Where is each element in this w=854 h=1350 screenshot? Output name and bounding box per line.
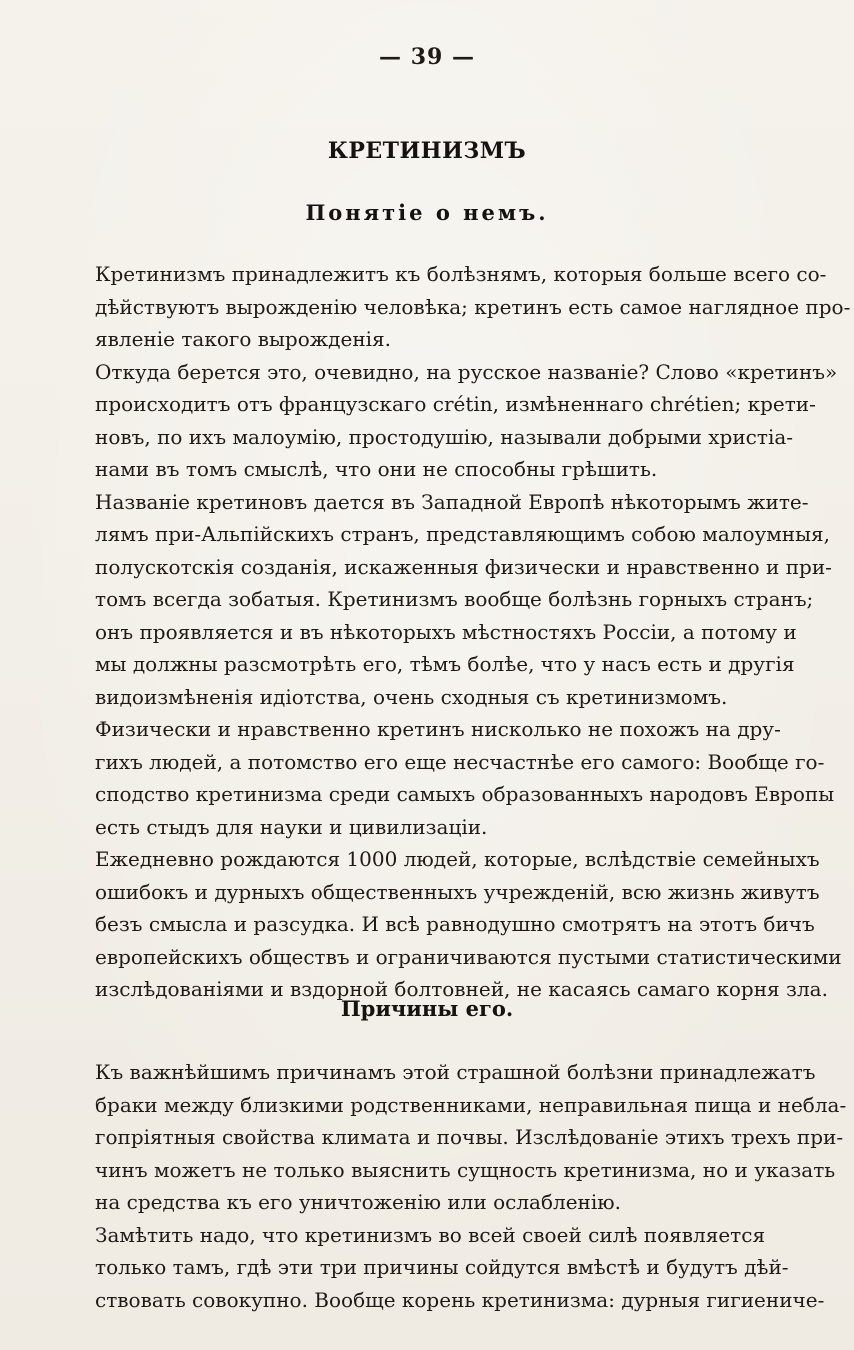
text-line: мы должны разсмотрѣть его, тѣмъ болѣе, что у насъ есть и другія [95,652,795,676]
text-line: онъ проявляется и въ нѣкоторыхъ мѣстностяхъ Россіи, а потому и [95,619,797,644]
section-causes-text [95,1056,847,1316]
section-concept-text [95,258,851,1006]
page-number: — 39 — [379,44,475,70]
text-line: только тамъ, гдѣ эти три причины сойдутся вмѣстѣ и будутъ дѣй- [95,1255,789,1279]
section-heading-causes: Причины его. [340,996,514,1021]
text-line: европейскихъ обществъ и ограничиваются пустыми статистическими [95,944,842,969]
text-line: Названіе кретиновъ дается въ Западной Европѣ нѣкоторымъ жите- [95,489,809,514]
text-line: сподство кретинизма среди самыхъ образованныхъ народовъ Европы [95,782,835,806]
text-line: Кретинизмъ принадлежитъ къ болѣзнямъ, которыя больше всего со- [95,262,827,286]
text-line: новъ, по ихъ малоумію, простодушію, называли добрыми христіа- [95,424,794,449]
text-line: браки между близкими родственниками, неправильная пища и небла- [95,1092,847,1117]
text-line: гопріятныя свойства климата и почвы. Изслѣдованіе этихъ трехъ при- [95,1125,844,1149]
text-line: дѣйствуютъ вырожденію человѣка; кретинъ есть самое наглядное про- [95,294,851,319]
text-line: Ежедневно рождаются 1000 людей, которые, вслѣдствіе семейныхъ [95,847,820,871]
text-line: на средства къ его уничтоженію или ослабленію. [95,1190,622,1214]
text-line: изслѣдованіями и вздорной болтовней, не касаясь самаго корня зла. [95,977,828,1001]
text-line: Къ важнѣйшимъ причинамъ этой страшной болѣзни принадлежатъ [95,1060,816,1084]
text-line: чинъ можетъ не только выяснить сущность кретинизма, но и указать [95,1157,836,1182]
text-line: безъ смысла и разсудка. И всѣ равнодушно смотрятъ на этотъ бичъ [95,912,815,936]
text-line: ствовать совокупно. Вообще корень кретинизма: дурныя гигиениче- [95,1287,825,1312]
text-line: ошибокъ и дурныхъ общественныхъ учрежденій, всю жизнь живутъ [95,879,820,904]
section-heading-concept: Понятіе о немъ. [305,200,549,225]
text-line: томъ всегда зобатыя. Кретинизмъ вообще болѣзнь горныхъ странъ; [95,587,814,611]
text-line: Физически и нравственно кретинъ нисколько не похожъ на дру- [95,717,781,741]
text-line: есть стыдъ для науки и цивилизаціи. [95,814,488,839]
text-line: явленіе такого вырожденія. [95,327,392,351]
text-line: видоизмѣненія идіотства, очень сходныя съ кретинизмомъ. [95,684,728,709]
text-line: полускотскія созданія, искаженныя физически и нравственно и при- [95,554,832,579]
text-line: гихъ людей, а потомство его еще несчастнѣе его самого: Вообще го- [95,749,825,774]
text-line: нами въ томъ смыслѣ, что они не способны грѣшить. [95,457,658,481]
text-line: Замѣтить надо, что кретинизмъ во всей своей силѣ появляется [95,1222,766,1247]
page-title: КРЕТИНИЗМЪ [327,138,527,164]
text-line: происходитъ отъ французскаго crétin, измѣненнаго chrétien; крети- [95,392,816,416]
text-line: лямъ при-Альпійскихъ странъ, представляющимъ собою малоумныя, [95,522,831,546]
text-line: Откуда берется это, очевидно, на русское названіе? Слово «кретинъ» [95,359,838,384]
